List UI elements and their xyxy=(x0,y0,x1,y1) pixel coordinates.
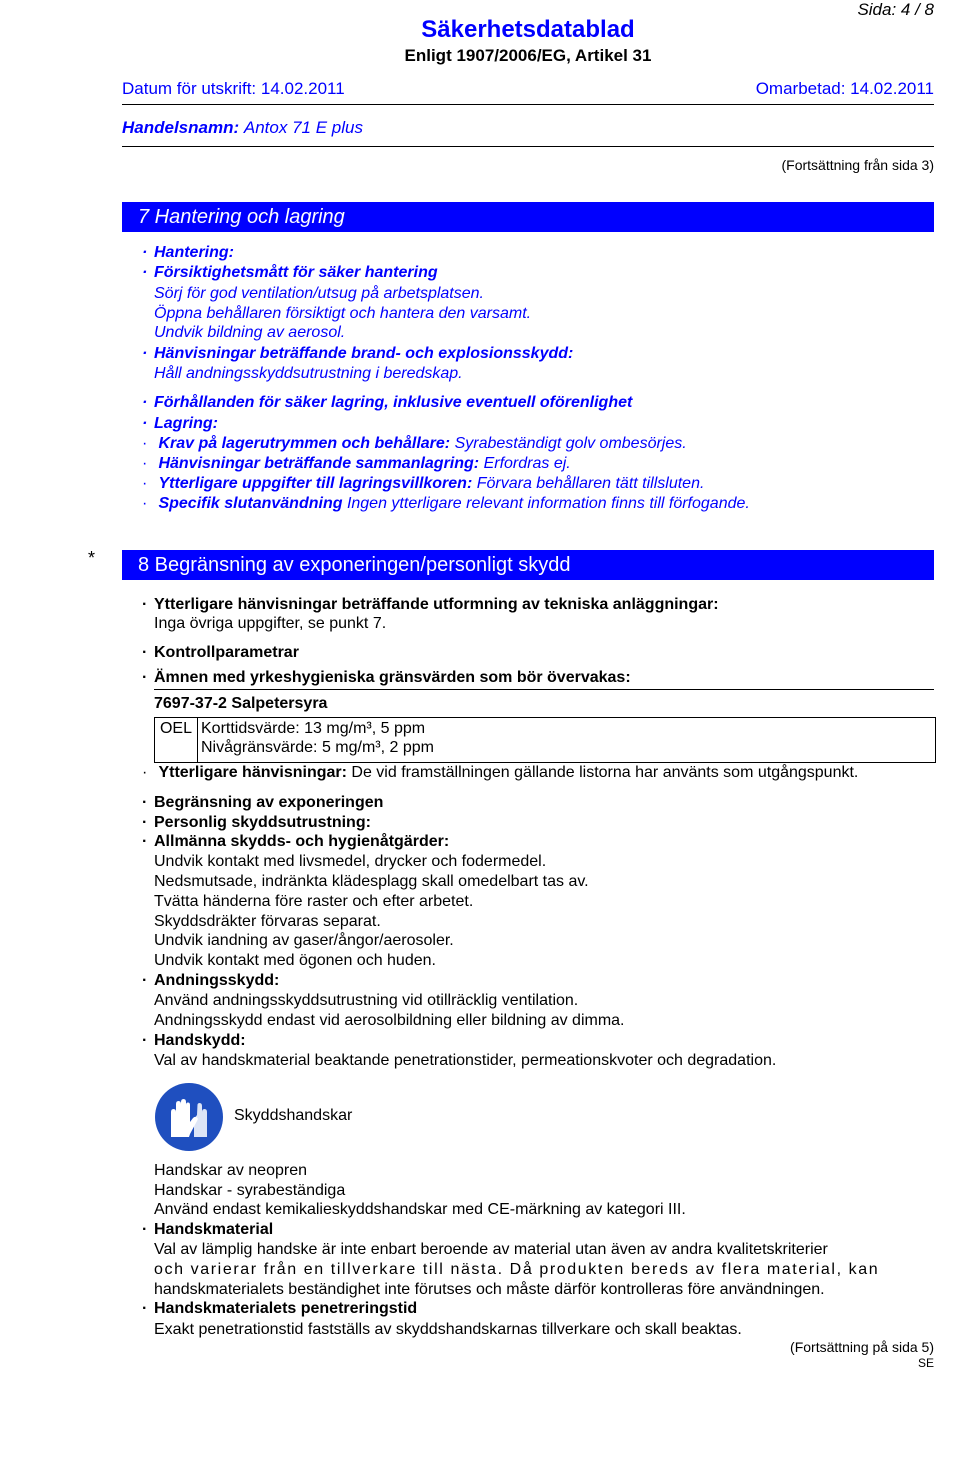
fire-protection-label: · Hänvisningar beträffande brand- och explosionsskydd: xyxy=(142,344,573,364)
product-label: Handelsnamn: xyxy=(122,118,240,137)
section-8-header: 8 Begränsning av exponeringen/personligt skydd xyxy=(122,550,934,580)
hygiene-line: Tvätta händerna före raster och efter arbetet. xyxy=(154,893,474,910)
penetration-time-label: · Handskmaterialets penetreringstid xyxy=(142,1299,417,1319)
gloves-icon xyxy=(154,1082,224,1152)
further-storage-text: Förvara behållaren tätt tillsluten. xyxy=(476,475,705,492)
oel-table xyxy=(154,717,936,763)
storage-rooms-text: Syrabeständigt golv ombesörjes. xyxy=(454,435,687,452)
respiratory-label: · Andningsskydd: xyxy=(142,971,279,991)
revision-date: Omarbetad: 14.02.2011 xyxy=(755,79,934,98)
glove-material-line: och varierar från en tillverkare till nästa. Då produkten bereds av flera material, kan xyxy=(154,1261,880,1278)
gloves-caption: Skyddshandskar xyxy=(234,1107,353,1124)
hygiene-line: Nedsmutsade, indränkta klädesplagg skall omedelbart tas av. xyxy=(154,873,589,890)
glove-type: Handskar - syrabeständiga xyxy=(154,1182,346,1199)
hygiene-line: Undvik iandning av gaser/ångor/aerosoler. xyxy=(154,932,454,949)
respiratory-line: Använd andningsskyddsutrustning vid otillräcklig ventilation. xyxy=(154,992,579,1009)
storage-conditions-label: · Förhållanden för säker lagring, inklusive eventuell oförenlighet xyxy=(142,393,632,413)
continued-to: (Fortsättning på sida 5) xyxy=(790,1339,934,1355)
specific-end-use xyxy=(142,494,750,514)
hand-protection-text: Val av handskmaterial beaktande penetrationstider, permeationskvoter och degradation. xyxy=(154,1052,777,1069)
joint-storage-label: Hänvisningar beträffande sammanlagring: xyxy=(158,455,480,472)
safe-handling-line: Sörj för god ventilation/utsug på arbetsplatsen. xyxy=(154,285,484,302)
specific-end-use-text: Ingen ytterligare relevant information finns till förfogande. xyxy=(346,495,750,512)
safe-handling-line: Undvik bildning av aerosol. xyxy=(154,324,346,341)
hand-protection-label: · Handskydd: xyxy=(142,1031,246,1051)
document-title: Säkerhetsdatablad xyxy=(421,16,635,43)
glove-material-line: handskmaterialets beständighet inte förutses och måste därför kontrolleras före användningen. xyxy=(154,1281,825,1298)
joint-storage-text: Erfordras ej. xyxy=(483,455,571,472)
oel-code: OEL xyxy=(159,720,192,737)
oel-table-divider xyxy=(197,718,198,762)
hygiene-line: Undvik kontakt med ögonen och huden. xyxy=(154,952,436,969)
handling-label: · Hantering: xyxy=(142,243,234,263)
safe-handling-line: Öppna behållaren försiktigt och hantera den varsamt. xyxy=(154,305,532,322)
hygiene-label: · Allmänna skydds- och hygienåtgärder: xyxy=(142,832,449,852)
penetration-time-text: Exakt penetrationstid fastställs av skyddshandskarnas tillverkare och skall beaktas. xyxy=(154,1321,742,1338)
safe-handling-label: · Försiktighetsmått för säker hantering xyxy=(142,263,438,283)
glove-type: Handskar av neopren xyxy=(154,1162,307,1179)
extra-notes-label: Ytterligare hänvisningar: xyxy=(158,764,347,781)
glove-type: Använd endast kemikalieskyddshandskar med CE-märkning av kategori III. xyxy=(154,1201,686,1218)
regulation-reference: Enligt 1907/2006/EG, Artikel 31 xyxy=(404,46,652,65)
exposure-controls-label: · Begränsning av exponeringen xyxy=(142,793,383,813)
glove-material-label: · Handskmaterial xyxy=(142,1220,273,1240)
continued-from: (Fortsättning från sida 3) xyxy=(781,157,934,173)
extra-notes xyxy=(142,763,858,783)
exposure-limits-label: · Ämnen med yrkeshygieniska gränsvärden som bör övervakas: xyxy=(142,668,631,688)
oel-level-limit: Nivågränsvärde: 5 mg/m³, 2 ppm xyxy=(201,739,434,756)
further-storage xyxy=(142,474,704,494)
change-mark: * xyxy=(88,548,96,568)
oel-short-term: Korttidsvärde: 13 mg/m³, 5 ppm xyxy=(201,720,426,737)
hygiene-line: Undvik kontakt med livsmedel, drycker och fodermedel. xyxy=(154,853,547,870)
language-code: SE xyxy=(917,1356,934,1370)
technical-label: · Ytterligare hänvisningar beträffande utformning av tekniska anläggningar: xyxy=(142,595,719,615)
respiratory-line: Andningsskydd endast vid aerosolbildning eller bildning av dimma. xyxy=(154,1012,625,1029)
product-value: Antox 71 E plus xyxy=(243,118,363,137)
glove-material-line: Val av lämplig handske är inte enbart beroende av material utan även av andra kvalitetskriterier xyxy=(154,1241,828,1258)
extra-notes-text: De vid framställningen gällande listorna har använts som utgångspunkt. xyxy=(351,764,859,781)
substances-divider xyxy=(154,689,934,690)
fire-protection-text: Håll andningsskyddsutrustning i beredskap. xyxy=(154,365,463,382)
technical-text: Inga övriga uppgifter, se punkt 7. xyxy=(154,615,387,632)
section-7-header: 7 Hantering och lagring xyxy=(122,202,934,232)
product-divider xyxy=(122,146,934,147)
storage-rooms xyxy=(142,434,687,454)
specific-end-use-label: Specifik slutanvändning xyxy=(158,495,343,512)
storage-rooms-label: Krav på lagerutrymmen och behållare: xyxy=(158,435,451,452)
page-number: Sida: 4 / 8 xyxy=(857,0,934,19)
control-parameters-label: · Kontrollparametrar xyxy=(142,643,299,663)
print-date: Datum för utskrift: 14.02.2011 xyxy=(122,79,345,98)
substance-name: 7697-37-2 Salpetersyra xyxy=(154,695,328,712)
ppe-label: · Personlig skyddsutrustning: xyxy=(142,813,371,833)
further-storage-label: Ytterligare uppgifter till lagringsvillkoren: xyxy=(158,475,473,492)
product-name xyxy=(122,118,363,138)
hygiene-line: Skyddsdräkter förvaras separat. xyxy=(154,913,381,930)
header-divider xyxy=(122,104,934,105)
storage-label: · Lagring: xyxy=(142,414,218,434)
joint-storage xyxy=(142,454,571,474)
